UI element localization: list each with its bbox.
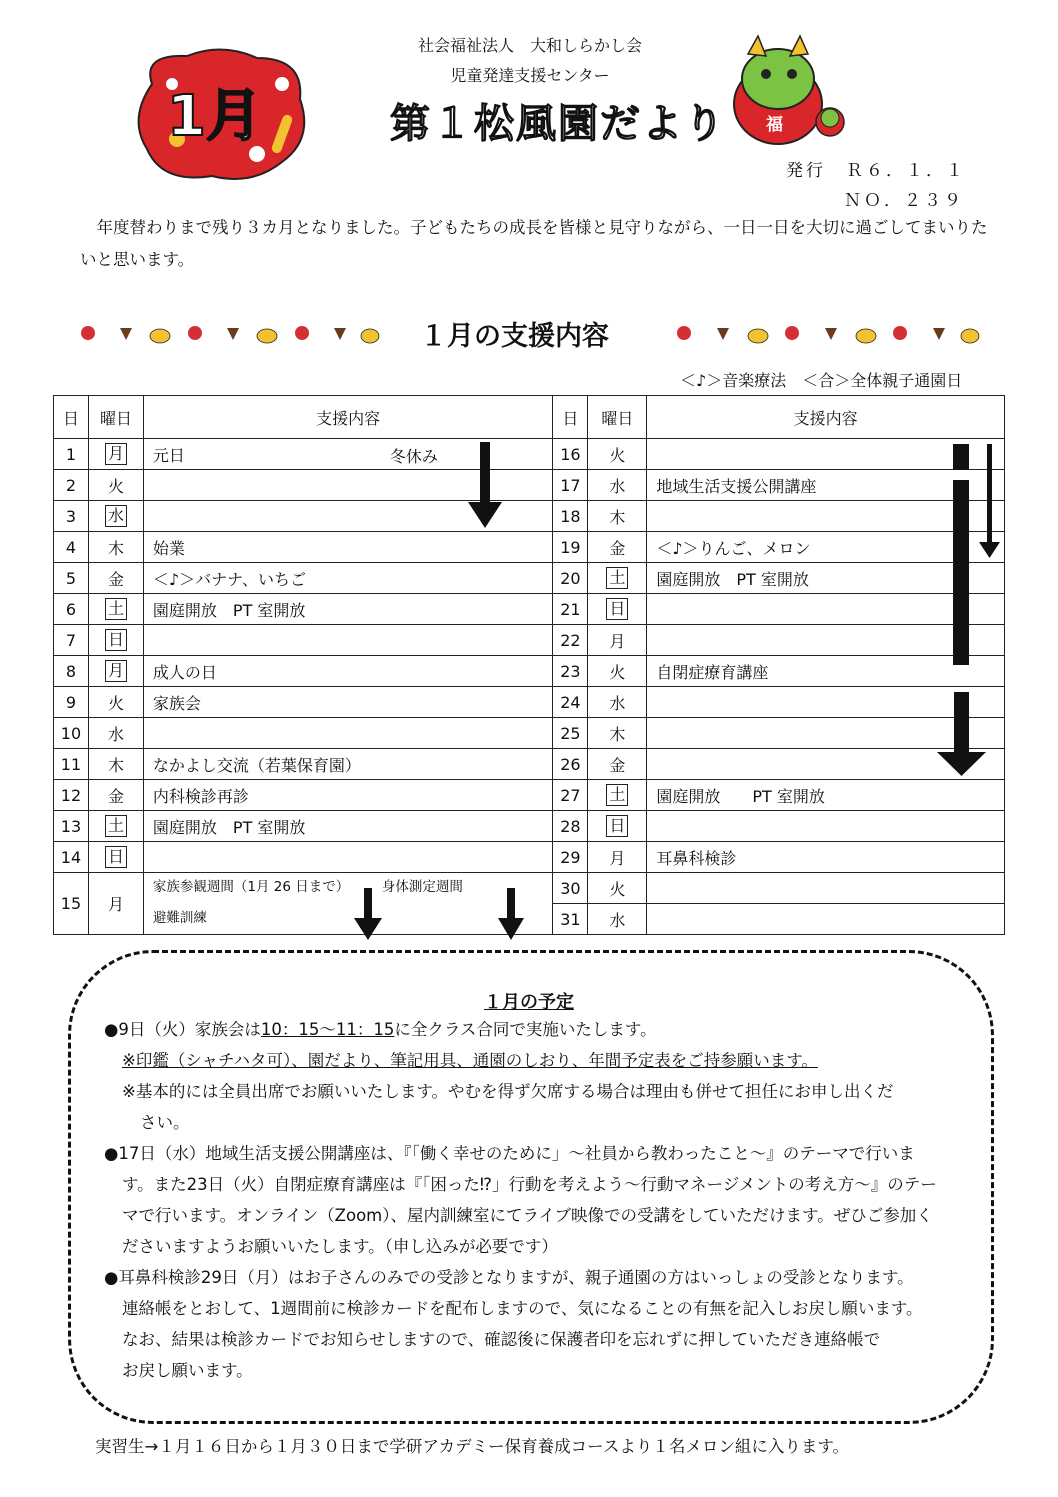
weekday-cell: 木 [588, 501, 647, 532]
weekday-cell: 金 [88, 563, 143, 594]
weekday-cell: 水 [588, 904, 647, 935]
arrow-down-icon [364, 888, 372, 918]
arrow-down-icon [937, 752, 986, 776]
day-cell: 19 [553, 532, 588, 563]
day-cell: 6 [54, 594, 89, 625]
content-text: 園庭開放 PT 室開放 [152, 600, 306, 620]
content-text: 内科検診再診 [152, 786, 249, 806]
content-text: 元日 [152, 445, 185, 465]
schedule-item-family-meeting: ●9日（火）家族会は10：15～11：15に全クラス合同で実施いたします。 [104, 1020, 657, 1039]
weekday-cell: 水 [88, 718, 143, 749]
day-cell: 8 [54, 656, 89, 687]
arrow-down-icon [979, 542, 1000, 558]
weekday-cell: 木 [88, 532, 143, 563]
schedule-note-attendance-cont: さい。 [140, 1113, 190, 1132]
day-cell: 13 [54, 811, 89, 842]
weekday-holiday-box: 土 [105, 598, 127, 620]
header-content: 支援内容 [647, 396, 1005, 439]
day-cell: 3 [54, 501, 89, 532]
arrow-down-icon [354, 918, 382, 940]
weekday-cell: 木 [88, 749, 143, 780]
content-extra-text: 冬休み [389, 447, 438, 466]
day-cell: 5 [54, 563, 89, 594]
weekday-holiday-box: 土 [606, 784, 628, 806]
content-line2: 避難訓練 [152, 910, 207, 926]
issue-date: 発行 Ｒ６．１．１ [786, 161, 966, 181]
schedule-item-ent-l3: なお、結果は検診カードでお知らせしますので、確認後に保護者印を忘れずに押していただき連絡帳で [122, 1330, 881, 1349]
schedule-item-ent-l2: 連絡帳をとおして、1週間前に検診カードを配布しますので、気になることの有無を記入しお戻し願います。 [122, 1299, 923, 1318]
day-cell: 29 [553, 842, 588, 873]
content-text: ＜♪＞りんご、メロン [656, 538, 811, 558]
weekday-cell: 月 [88, 873, 143, 935]
weekday-cell: 水 [588, 470, 647, 501]
arrow-down-icon [498, 918, 524, 940]
day-cell: 4 [54, 532, 89, 563]
weekday-holiday-box: 日 [105, 846, 127, 868]
content-text: 家族会 [152, 693, 201, 713]
month-badge-text: 1月 [167, 84, 262, 149]
weekday-cell: 火 [588, 656, 647, 687]
day-cell: 14 [54, 842, 89, 873]
weekday-holiday-box: 日 [606, 815, 628, 837]
arrow-down-icon [954, 692, 969, 754]
day-cell: 15 [54, 873, 89, 935]
day-cell: 2 [54, 470, 89, 501]
weekday-cell: 火 [588, 873, 647, 904]
content-text: ＜♪＞バナナ、いちご [152, 569, 307, 589]
weekday-holiday-box: 月 [105, 660, 127, 682]
weekday-cell: 月 [588, 842, 647, 873]
weekday-cell: 火 [88, 470, 143, 501]
arrow-down-icon [468, 502, 502, 528]
content-text: 家族参観週間（1月 26 日まで） [152, 879, 350, 895]
day-cell: 27 [553, 780, 588, 811]
issue-number: ＮＯ．２３９ [844, 191, 964, 211]
weekday-cell: 金 [588, 749, 647, 780]
day-cell: 7 [54, 625, 89, 656]
intro-paragraph: 年度替わりまで残り３カ月となりました。子どもたちの成長を皆様と見守りながら、一日一日を大切に過ごしてまいりたいと思います。 [80, 218, 988, 269]
section-title: １月の支援内容 [420, 321, 609, 352]
content-extra-text: 身体測定週間 [381, 879, 463, 895]
header-weekday: 曜日 [88, 396, 143, 439]
schedule-item-lectures-l1: ●17日（水）地域生活支援公開講座は、『「働く幸せのために」～社員から教わったこと～』のテーマで行いま [104, 1144, 915, 1163]
content-text: 園庭開放 PT 室開放 [152, 817, 306, 837]
arrow-down-icon [480, 442, 490, 504]
content-text: 地域生活支援公開講座 [656, 476, 817, 496]
day-cell: 18 [553, 501, 588, 532]
content-text: 自閉症療育講座 [656, 662, 769, 682]
weekday-cell: 金 [588, 532, 647, 563]
weekday-cell: 火 [588, 439, 647, 470]
family-meeting-time: 10：15～11：15 [260, 1020, 395, 1039]
schedule-note-attendance: ※基本的には全員出席でお願いいたします。やむを得ず欠席する場合は理由も併せて担任にお申し出くだ [122, 1082, 894, 1101]
day-cell: 17 [553, 470, 588, 501]
day-cell: 26 [553, 749, 588, 780]
day-cell: 9 [54, 687, 89, 718]
day-cell: 20 [553, 563, 588, 594]
org-division: 児童発達支援センター [450, 66, 610, 85]
day-cell: 10 [54, 718, 89, 749]
arrow-down-icon [507, 888, 515, 920]
legend: ＜♪＞音楽療法 ＜合＞全体親子通園日 [680, 371, 963, 390]
schedule-title: １月の予定 [484, 992, 574, 1013]
weekday-holiday-box: 土 [606, 567, 628, 589]
weekday-holiday-box: 月 [105, 443, 127, 465]
content-text: なかよし交流（若葉保育園） [152, 755, 361, 775]
header-content: 支援内容 [143, 396, 553, 439]
schedule-item-lectures-l4: ださいますようお願いいたします。（申し込みが必要です） [122, 1237, 558, 1256]
day-cell: 21 [553, 594, 588, 625]
content-text: 耳鼻科検診 [656, 848, 737, 868]
weekday-cell: 金 [88, 780, 143, 811]
day-cell: 25 [553, 718, 588, 749]
weekday-cell: 木 [588, 718, 647, 749]
weekday-holiday-box: 土 [105, 815, 127, 837]
schedule-item-ent-l1: ●耳鼻科検診29日（月）はお子さんのみでの受診となりますが、親子通園の方はいっしょの受診となります。 [104, 1268, 914, 1287]
day-cell: 22 [553, 625, 588, 656]
schedule-note-bring: ※印鑑（シャチハタ可）、園だより、筆記用具、通園のしおり、年間予定表をご持参願います。 [122, 1051, 818, 1070]
header-weekday: 曜日 [588, 396, 647, 439]
newsletter-title: 第１松風園だより [390, 101, 726, 147]
day-cell: 23 [553, 656, 588, 687]
fuku-label: 福 [766, 115, 783, 135]
header-day: 日 [54, 396, 89, 439]
weekday-cell: 月 [588, 625, 647, 656]
day-cell: 28 [553, 811, 588, 842]
day-cell: 30 [553, 873, 588, 904]
weekday-holiday-box: 水 [105, 505, 127, 527]
footer-trainee-note: 実習生→１月１６日から１月３０日まで学研アカデミー保育養成コースより１名メロン組に入ります。 [95, 1437, 850, 1456]
bar-marker [953, 444, 969, 470]
content-text: 園庭開放 PT 室開放 [656, 569, 809, 589]
day-cell: 16 [553, 439, 588, 470]
day-cell: 31 [553, 904, 588, 935]
arrow-down-icon [987, 444, 992, 544]
day-cell: 24 [553, 687, 588, 718]
org-name: 社会福祉法人 大和しらかし会 [417, 36, 642, 55]
day-cell: 11 [54, 749, 89, 780]
schedule-item-ent-l4: お戻し願います。 [122, 1361, 253, 1380]
content-text: 成人の日 [152, 662, 217, 682]
header-day: 日 [553, 396, 588, 439]
day-cell: 1 [54, 439, 89, 470]
weekday-cell: 火 [88, 687, 143, 718]
content-text: 始業 [152, 538, 185, 558]
bar-marker [953, 480, 969, 665]
content-text: 園庭開放 PT 室開放 [656, 786, 825, 806]
day-cell: 12 [54, 780, 89, 811]
weekday-holiday-box: 日 [606, 598, 628, 620]
weekday-cell: 水 [588, 687, 647, 718]
schedule-item-lectures-l2: す。また23日（火）自閉症療育講座は『「困った⁉」行動を考えよう～行動マネージメントの考え方～』のテー [122, 1175, 937, 1194]
weekday-holiday-box: 日 [105, 629, 127, 651]
schedule-item-lectures-l3: マで行います。オンライン（Zoom）、屋内訓練室にてライブ映像での受講をしていただけます。ぜひご参加く [122, 1206, 933, 1225]
